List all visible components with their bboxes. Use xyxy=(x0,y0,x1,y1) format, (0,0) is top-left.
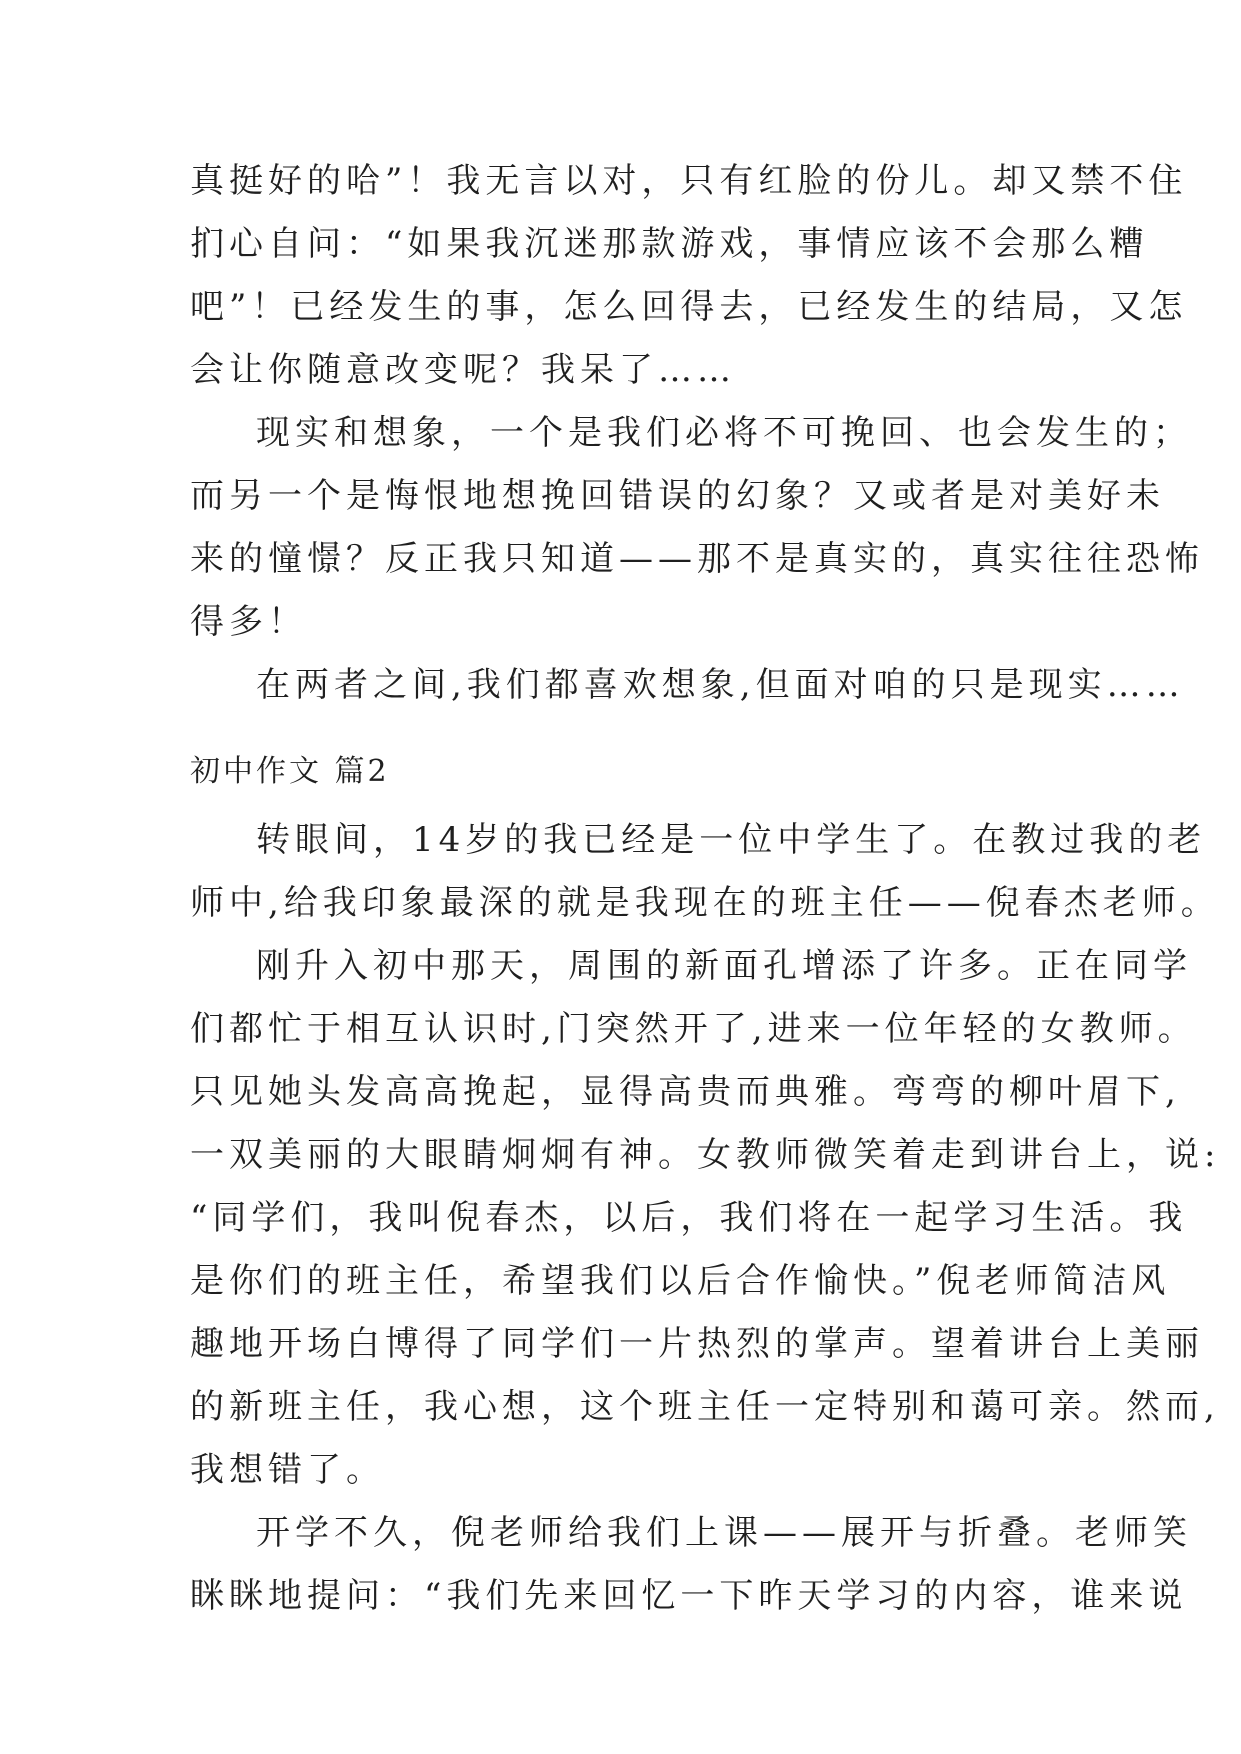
text-line: 吧”！已经发生的事，怎么回得去，已经发生的结局，又怎 xyxy=(190,287,1188,327)
text-line: 在两者之间,我们都喜欢想象,但面对咱的只是现实…… xyxy=(256,665,1185,705)
text-line: 真挺好的哈”！我无言以对，只有红脸的份儿。却又禁不住 xyxy=(190,161,1188,201)
text-line: 得多！ xyxy=(190,602,307,642)
text-line: 现实和想象，一个是我们必将不可挽回、也会发生的； xyxy=(256,413,1192,453)
section-heading: 初中作文 篇2 xyxy=(190,754,390,789)
text-line: 扪心自问：“如果我沉迷那款游戏，事情应该不会那么糟 xyxy=(190,224,1149,264)
text-line: 眯眯地提问：“我们先来回忆一下昨天学习的内容，谁来说 xyxy=(190,1576,1188,1616)
text-line: 来的憧憬？反正我只知道——那不是真实的，真实往往恐怖 xyxy=(190,539,1204,579)
text-line: 的新班主任，我心想，这个班主任一定特别和蔼可亲。然而, xyxy=(190,1387,1220,1427)
text-line: 师中,给我印象最深的就是我现在的班主任——倪春杰老师。 xyxy=(190,883,1220,923)
text-line: 刚升入初中那天，周围的新面孔增添了许多。正在同学 xyxy=(256,946,1192,986)
text-line: 只见她头发高高挽起，显得高贵而典雅。弯弯的柳叶眉下, xyxy=(190,1072,1181,1112)
text-line: 我想错了。 xyxy=(190,1450,385,1490)
text-line: 趣地开场白博得了同学们一片热烈的掌声。望着讲台上美丽 xyxy=(190,1324,1204,1364)
essay-section-1 xyxy=(190,150,1204,717)
text-line: 是你们的班主任，希望我们以后合作愉快。”倪老师简洁风 xyxy=(190,1261,1171,1301)
essay-section-2 xyxy=(190,809,1221,1628)
text-line: 们都忙于相互认识时,门突然开了,进来一位年轻的女教师。 xyxy=(190,1009,1197,1049)
text-line: 转眼间，14岁的我已经是一位中学生了。在教过我的老 xyxy=(256,820,1207,860)
text-line: 开学不久，倪老师给我们上课——展开与折叠。老师笑 xyxy=(256,1513,1192,1553)
text-line: 会让你随意改变呢？我呆了…… xyxy=(190,350,736,390)
text-line: “同学们，我叫倪春杰，以后，我们将在一起学习生活。我 xyxy=(190,1198,1188,1238)
text-line: 一双美丽的大眼睛炯炯有神。女教师微笑着走到讲台上，说: xyxy=(190,1135,1221,1175)
text-line: 而另一个是悔恨地想挽回错误的幻象？又或者是对美好未 xyxy=(190,476,1165,516)
